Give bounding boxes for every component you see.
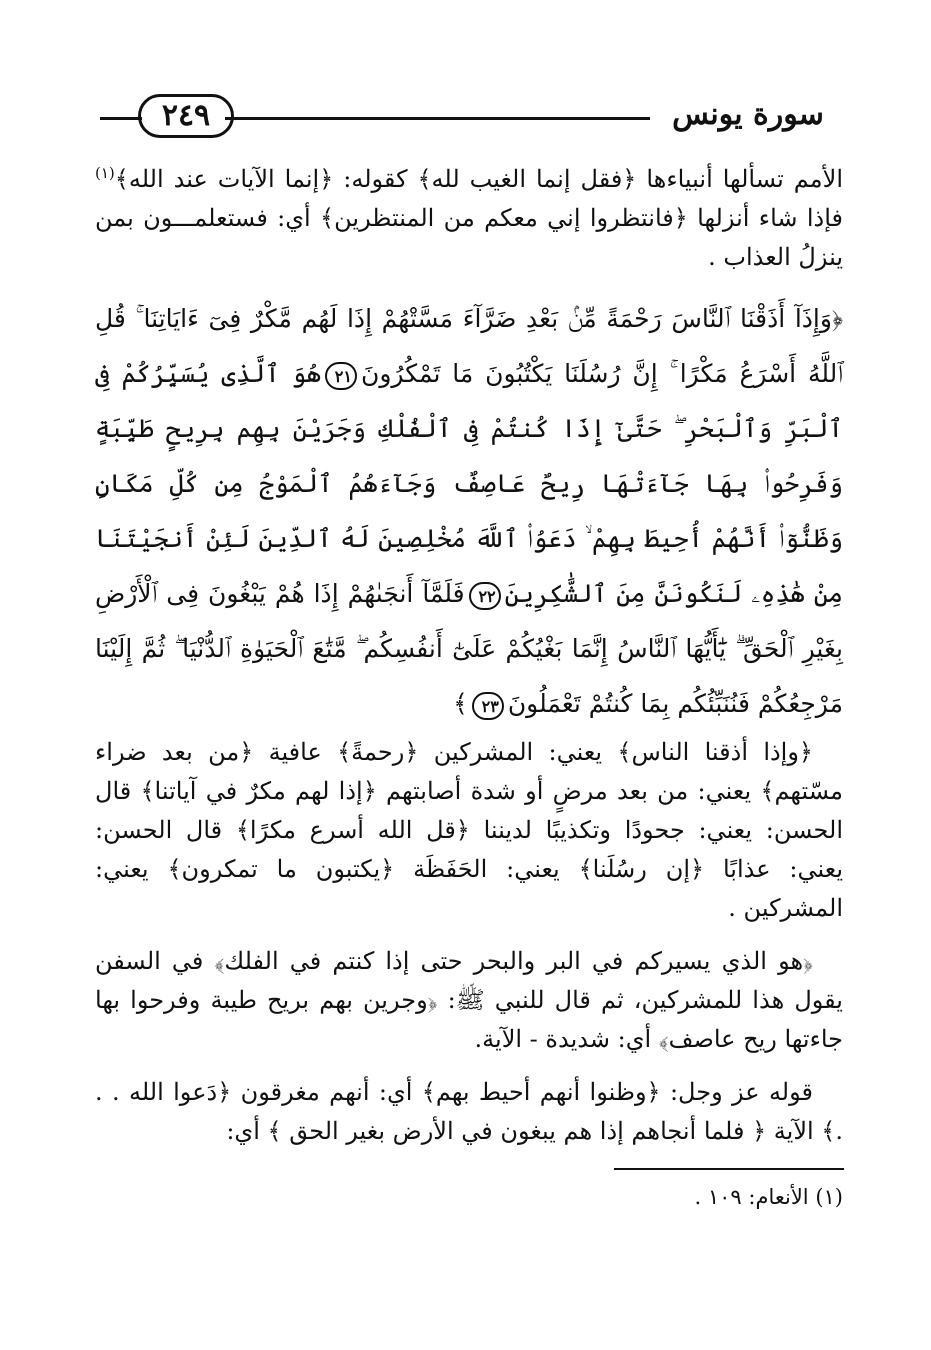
quran-verse-21-text: ﴿وَإِذَآ أَذَقْنَا ٱلنَّاسَ رَحْمَةً مِّنۢ بَعْدِ ضَرَّآءَ مَسَّتْهُمْ إِذَا لَهُم مَّكْرٌ فِىٓ ءَايَاتِنَا ۚ قُلِ ٱللَّهُ أَسْرَعُ مَكْرًا ۚ إِنَّ رُسُلَنَا يَكْتُبُونَ مَا تَمْكُرُونَ xyxy=(95,304,843,388)
footnote-1: (١) الأنعام: ١٠٩ . xyxy=(694,1185,843,1209)
quran-verses xyxy=(95,291,843,731)
footnote-divider xyxy=(614,1168,844,1170)
paragraph-1-text: الأمم تسألها أنبياءها ﴿فقل إنما الغيب لله﴾ كقوله: ﴿إنما الآيات عند الله﴾ xyxy=(114,165,843,193)
page-header xyxy=(100,90,845,150)
paragraph-1-text-rest: فإذا شاء أنزلها ﴿فانتظروا إني معكم من المنتظرين﴾ أي: فستعلمـــون بمن ينزلُ العذاب . xyxy=(95,204,843,271)
header-rule-left xyxy=(100,117,142,120)
quran-verse-22-text: هُوَ ٱلَّذِى يُسَيِّرُكُمْ فِى ٱلْبَرِّ وَٱلْبَحْرِ ۖ حَتَّىٰٓ إِذَا كُنتُمْ فِى ٱلْفُلْكِ وَجَرَيْنَ بِهِم بِرِيحٍ طَيِّبَةٍ وَفَرِحُوا۟ بِهَا جَآءَتْهَا رِيحٌ عَاصِفٌ وَجَآءَهُمُ ٱلْمَوْجُ مِن كُلِّ مَكَانٍ وَظَنُّوٓا۟ أَنَّهُمْ أُحِيطَ بِهِمْ ۙ دَعَوُا۟ ٱللَّهَ مُخْلِصِينَ لَهُ ٱلدِّينَ لَئِنْ أَنجَيْتَنَا مِنْ هَٰذِهِۦ لَنَكُونَنَّ مِنَ ٱلشَّٰكِرِينَ xyxy=(95,359,843,608)
paragraph-3: ﴿هو الذي يسيركم في البر والبحر حتى إذا كنتم في الفلك﴾ في السفن يقول هذا للمشركين، ثم قال للنبي ﷺ: ﴿وجرين بهم بريح طيبة وفرحوا بها جاءتها ريح عاصف﴾ أي: شديدة - الآية. xyxy=(95,947,843,1053)
surah-title: سورة يونس xyxy=(672,97,824,132)
paragraph-2: ﴿وإذا أذقنا الناس﴾ يعني: المشركين ﴿رحمةً﴾ عافية ﴿من بعد ضراء مسّتهم﴾ يعني: من بعد مرضٍ أو شدة أصابتهم ﴿إذا لهم مكرٌ في آياتنا﴾ قال الحسن: يعني: جحودًا وتكذيبًا لديننا ﴿قل الله أسرع مكرًا﴾ قال الحسن: يعني: عذابًا ﴿إن رسُلَنا﴾ يعني: الحَفَظَة ﴿يكتبون ما تمكرون﴾ يعني: المشركين . xyxy=(95,738,844,922)
ayah-number-23: ٢٣ xyxy=(472,692,504,720)
paragraph-1 xyxy=(95,160,843,277)
quran-close-bracket: ﴾ xyxy=(453,689,468,718)
ayah-number-22: ٢٢ xyxy=(469,582,501,610)
paragraph-4: قوله عز وجل: ﴿وظنوا أنهم أحيط بهم﴾ أي: أنهم مغرقون ﴿دَعوا الله . . .﴾ الآية ﴿ فلما أنجاهم إذا هم يبغون في الأرض بغير الحق ﴾ أي: xyxy=(95,1078,843,1145)
quran-verse-23-text: فَلَمَّآ أَنجَىٰهُمْ إِذَا هُمْ يَبْغُونَ فِى ٱلْأَرْضِ بِغَيْرِ ٱلْحَقِّ ۗ يَٰٓأَيُّهَا ٱلنَّاسُ إِنَّمَا بَغْيُكُمْ عَلَىٰٓ أَنفُسِكُم ۖ مَّتَٰعَ ٱلْحَيَوٰةِ ٱلدُّنْيَا ۖ ثُمَّ إِلَيْنَا مَرْجِعُكُمْ فَنُنَبِّئُكُم بِمَا كُنتُمْ تَعْمَلُونَ xyxy=(95,579,843,718)
page-content xyxy=(95,160,843,1165)
page-number: ٢٤٩ xyxy=(138,94,234,138)
header-rule-middle xyxy=(225,117,650,120)
ayah-number-21: ٢١ xyxy=(325,362,357,390)
footnote-reference: (١) xyxy=(95,164,115,182)
